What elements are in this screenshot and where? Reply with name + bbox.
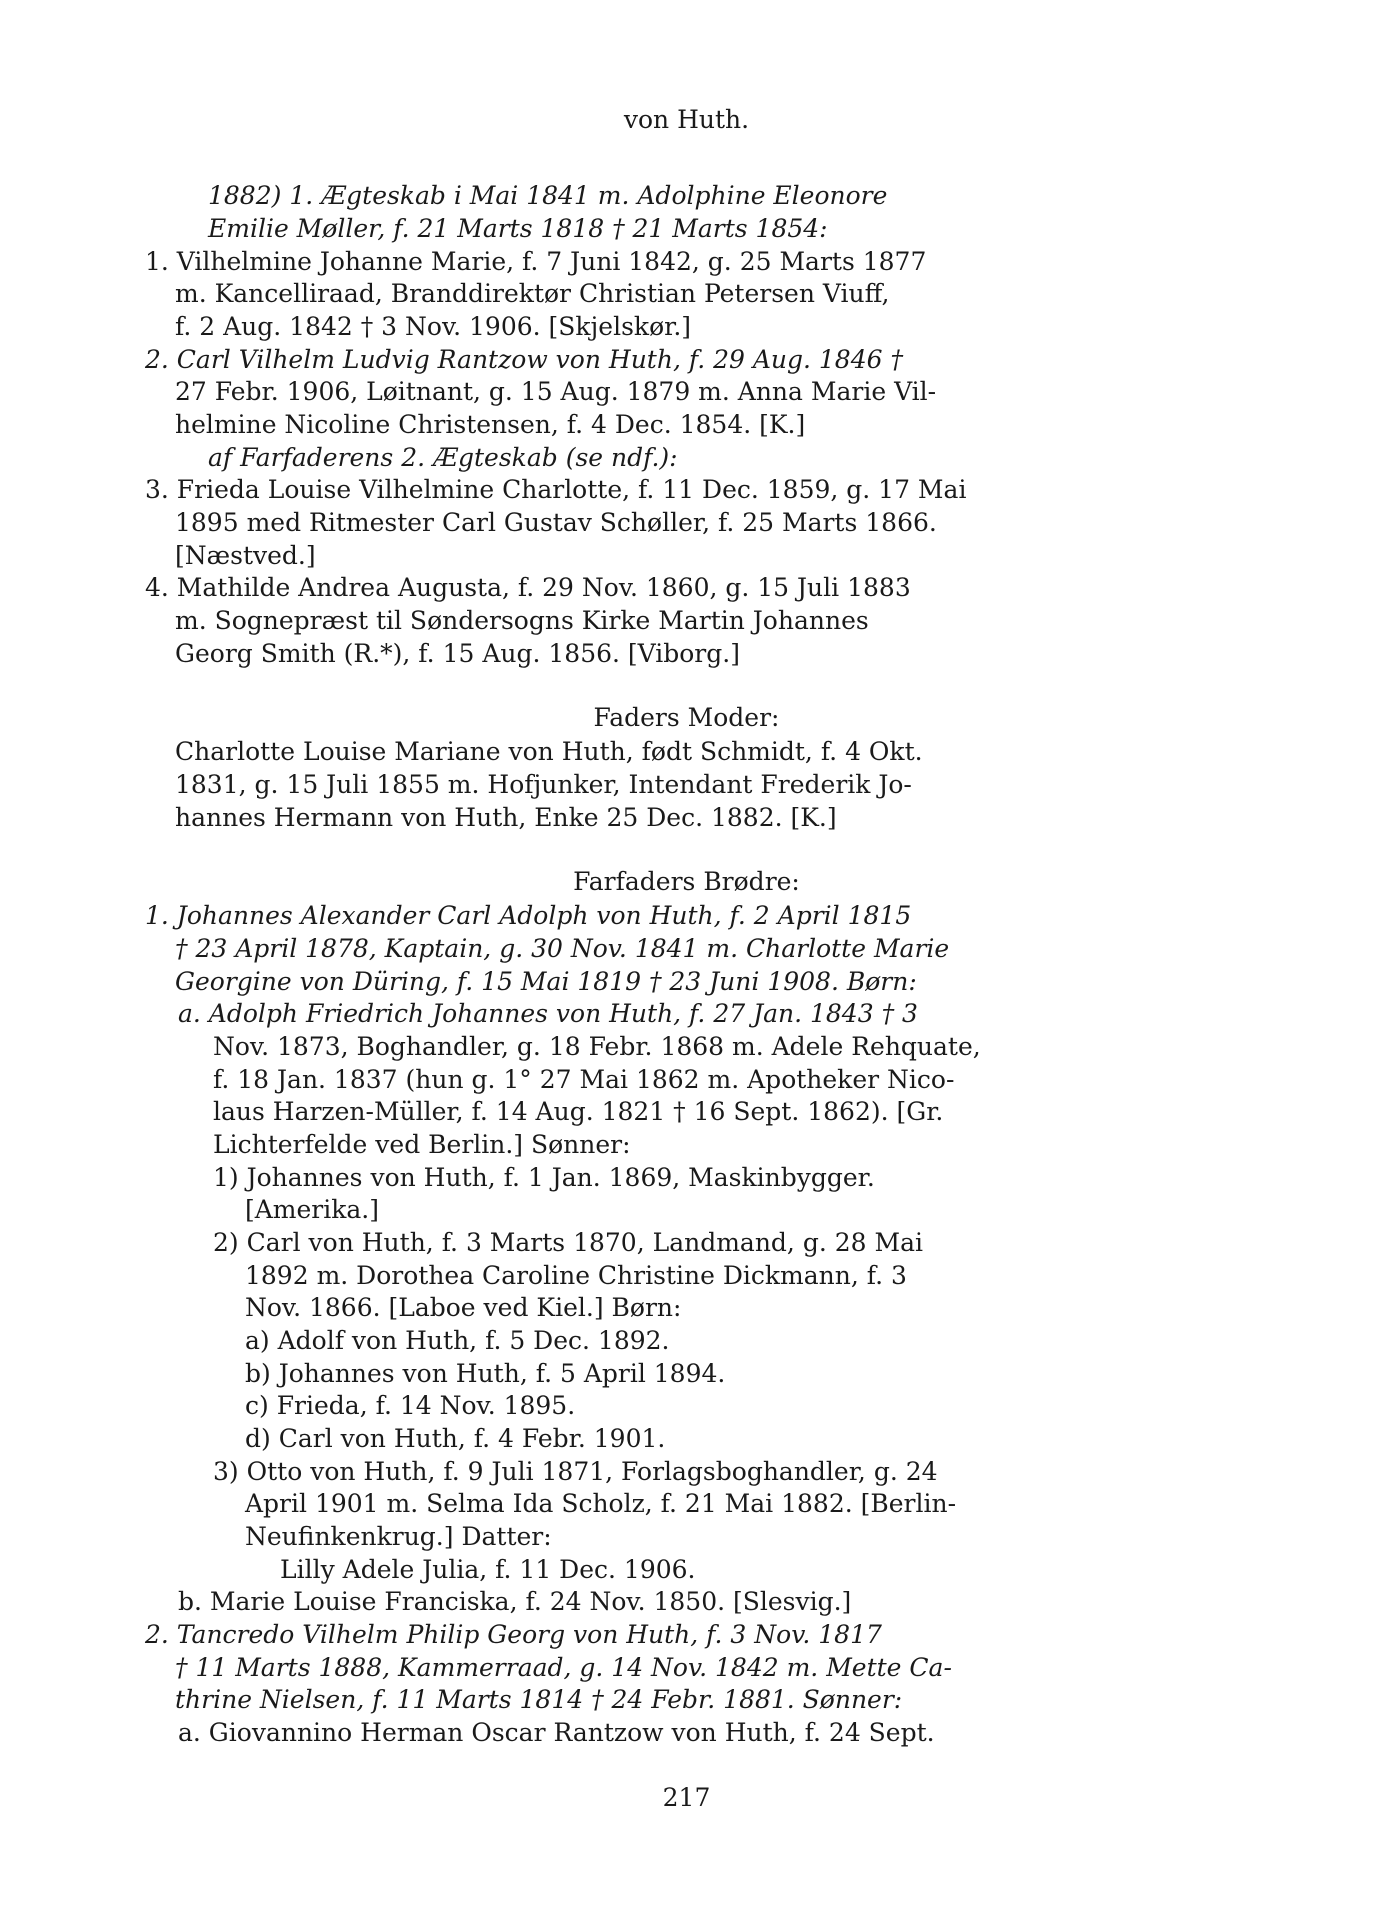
page-number: 217 bbox=[662, 1783, 711, 1812]
text-line-42: b. Marie Louise Franciska, f. 24 Nov. 1850. [Slesvig.] bbox=[178, 1587, 852, 1616]
text-line-12: [Næstved.] bbox=[175, 541, 316, 570]
text-line-14: m. Sognepræst til Søndersogns Kirke Martin Johannes bbox=[175, 606, 869, 635]
text-line-3: 1. Vilhelmine Johanne Marie, f. 7 Juni 1842, g. 25 Marts 1877 bbox=[145, 247, 927, 276]
text-line-28: Lichterfelde ved Berlin.] Sønner: bbox=[213, 1130, 631, 1159]
text-line-35: b) Johannes von Huth, f. 5 April 1894. bbox=[245, 1359, 726, 1388]
text-line-30: [Amerika.] bbox=[245, 1195, 380, 1224]
text-line-18: 1831, g. 15 Juli 1855 m. Hofjunker, Intendant Frederik Jo- bbox=[175, 770, 912, 799]
text-line-29: 1) Johannes von Huth, f. 1 Jan. 1869, Maskinbygger. bbox=[213, 1163, 875, 1192]
text-line-22: † 23 April 1878, Kaptain, g. 30 Nov. 1841 m. Charlotte Marie bbox=[175, 934, 950, 963]
text-line-17: Charlotte Louise Mariane von Huth, født Schmidt, f. 4 Okt. bbox=[175, 737, 923, 766]
text-line-38: 3) Otto von Huth, f. 9 Juli 1871, Forlagsboghandler, g. 24 bbox=[213, 1457, 938, 1486]
text-line-6: 2. Carl Vilhelm Ludvig Rantzow von Huth, f. 29 Aug. 1846 † bbox=[145, 345, 903, 374]
text-line-32: 1892 m. Dorothea Caroline Christine Dickmann, f. 3 bbox=[245, 1261, 907, 1290]
text-line-41: Lilly Adele Julia, f. 11 Dec. 1906. bbox=[280, 1555, 696, 1584]
text-line-31: 2) Carl von Huth, f. 3 Marts 1870, Landmand, g. 28 Mai bbox=[213, 1228, 923, 1257]
text-line-9: af Farfaderens 2. Ægteskab (se ndf.): bbox=[208, 443, 678, 472]
section-heading-faders-moder: Faders Moder: bbox=[593, 703, 780, 732]
text-line-8: helmine Nicoline Christensen, f. 4 Dec. 1854. [K.] bbox=[175, 410, 806, 439]
text-line-1: 1882) 1. Ægteskab i Mai 1841 m. Adolphine Eleonore bbox=[208, 181, 888, 210]
text-line-15: Georg Smith (R.*), f. 15 Aug. 1856. [Viborg.] bbox=[175, 639, 740, 668]
text-line-5: f. 2 Aug. 1842 † 3 Nov. 1906. [Skjelskør.] bbox=[175, 312, 692, 341]
text-line-2: Emilie Møller, f. 21 Marts 1818 † 21 Marts 1854: bbox=[208, 214, 828, 243]
text-line-4: m. Kancelliraad, Branddirektør Christian Petersen Viuff, bbox=[175, 279, 890, 308]
text-line-23: Georgine von Düring, f. 15 Mai 1819 † 23 Juni 1908. Børn: bbox=[175, 967, 917, 996]
text-line-13: 4. Mathilde Andrea Augusta, f. 29 Nov. 1860, g. 15 Juli 1883 bbox=[145, 573, 911, 602]
running-header: von Huth. bbox=[623, 105, 750, 134]
text-line-24: a. Adolph Friedrich Johannes von Huth, f. 27 Jan. 1843 † 3 bbox=[178, 999, 918, 1028]
section-heading-farfaders-brodre: Farfaders Brødre: bbox=[573, 867, 800, 896]
text-line-36: c) Frieda, f. 14 Nov. 1895. bbox=[245, 1391, 576, 1420]
text-line-26: f. 18 Jan. 1837 (hun g. 1° 27 Mai 1862 m. Apotheker Nico- bbox=[213, 1065, 955, 1094]
text-line-44: † 11 Marts 1888, Kammerraad, g. 14 Nov. 1842 m. Mette Ca- bbox=[175, 1653, 952, 1682]
text-line-7: 27 Febr. 1906, Løitnant, g. 15 Aug. 1879 m. Anna Marie Vil- bbox=[175, 377, 937, 406]
text-line-45: thrine Nielsen, f. 11 Marts 1814 † 24 Febr. 1881. Sønner: bbox=[175, 1685, 903, 1714]
text-line-25: Nov. 1873, Boghandler, g. 18 Febr. 1868 m. Adele Rehquate, bbox=[213, 1032, 981, 1061]
text-line-39: April 1901 m. Selma Ida Scholz, f. 21 Mai 1882. [Berlin- bbox=[245, 1489, 957, 1518]
text-line-43: 2. Tancredo Vilhelm Philip Georg von Huth, f. 3 Nov. 1817 bbox=[145, 1620, 882, 1649]
text-line-33: Nov. 1866. [Laboe ved Kiel.] Børn: bbox=[245, 1293, 682, 1322]
text-line-10: 3. Frieda Louise Vilhelmine Charlotte, f. 11 Dec. 1859, g. 17 Mai bbox=[145, 475, 967, 504]
text-line-21: 1. Johannes Alexander Carl Adolph von Huth, f. 2 April 1815 bbox=[145, 901, 912, 930]
text-line-37: d) Carl von Huth, f. 4 Febr. 1901. bbox=[245, 1424, 666, 1453]
text-line-27: laus Harzen-Müller, f. 14 Aug. 1821 † 16 Sept. 1862). [Gr. bbox=[213, 1097, 944, 1126]
text-line-19: hannes Hermann von Huth, Enke 25 Dec. 1882. [K.] bbox=[175, 803, 837, 832]
text-line-11: 1895 med Ritmester Carl Gustav Schøller, f. 25 Marts 1866. bbox=[175, 508, 937, 537]
text-line-34: a) Adolf von Huth, f. 5 Dec. 1892. bbox=[245, 1326, 670, 1355]
text-line-46: a. Giovannino Herman Oscar Rantzow von Huth, f. 24 Sept. bbox=[178, 1718, 935, 1747]
text-line-40: Neufinkenkrug.] Datter: bbox=[245, 1522, 552, 1551]
